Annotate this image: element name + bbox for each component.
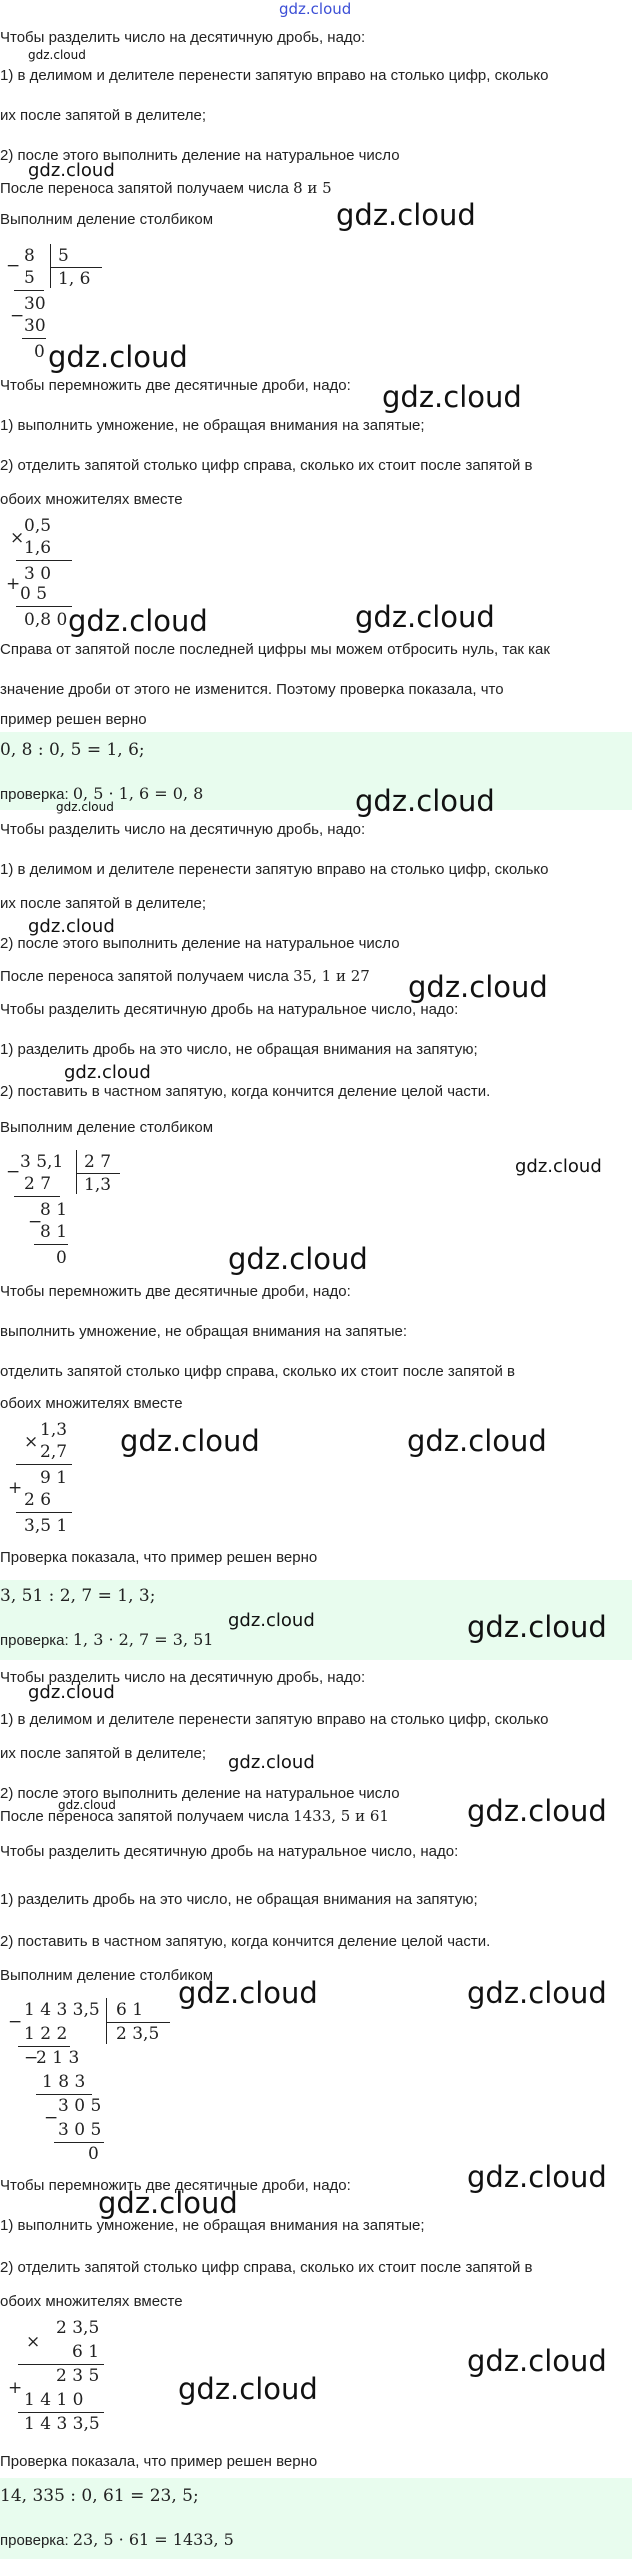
s2-check-math: 0, 5 · 1, 6 = 0, 8 — [72, 784, 204, 803]
s2-rule-2: 2) отделить запятой столько цифр справа, сколько их стоит после запятой в — [0, 457, 533, 474]
s3-division-bar — [76, 1150, 77, 1194]
s1-rule-1b: их после запятой в делителе; — [0, 107, 207, 124]
minus-sign: − — [44, 2108, 59, 2128]
s5-dividend: 1 4 3 3,5 — [24, 2000, 100, 2020]
watermark-text: gdz.cloud — [56, 800, 114, 814]
watermark-text: gdz.cloud — [355, 784, 495, 818]
s5-rem-2: 3 0 5 — [58, 2096, 102, 2116]
header-watermark: gdz.cloud — [279, 0, 352, 18]
s3-rule-line — [34, 1244, 68, 1245]
minus-sign: − — [6, 1162, 21, 1182]
watermark-text: gdz.cloud — [515, 1156, 602, 1177]
s4-rule-2b: обоих множителях вместе — [0, 1395, 183, 1412]
s1-transfer-nums: 8 и 5 — [293, 179, 332, 197]
watermark-text: gdz.cloud — [467, 2344, 607, 2378]
s2-note-1: Справа от запятой после последней цифры мы можем отбросить нуль, так как — [0, 641, 550, 658]
s4-rule-2: отделить запятой столько цифр справа, сколько их стоит после запятой в — [0, 1363, 515, 1380]
s3-frac-rule-1: 1) разделить дробь на это число, не обращая внимания на запятую; — [0, 1041, 478, 1058]
s6-factor-b: 6 1 — [72, 2342, 100, 2362]
s3-transfer-nums: 35, 1 и 27 — [293, 967, 370, 985]
plus-sign: + — [8, 1478, 23, 1498]
s1-rule-2: 2) после этого выполнить деление на натуральное число — [0, 147, 400, 164]
s3-rule-1: 1) в делимом и делителе перенести запятую вправо на столько цифр, сколько — [0, 861, 549, 878]
s5-rem-3: 0 — [88, 2144, 99, 2164]
watermark-text: gdz.cloud — [467, 1794, 607, 1828]
watermark-text: gdz.cloud — [228, 1242, 368, 1276]
s5-frac-rule-1: 1) разделить дробь на это число, не обращая внимания на запятую; — [0, 1891, 478, 1908]
minus-sign: − — [10, 306, 25, 326]
s5-intro: Чтобы разделить число на десятичную дробь, надо: — [0, 1669, 366, 1686]
s3-rule-1b: их после запятой в делителе; — [0, 895, 207, 912]
watermark-text: gdz.cloud — [98, 2186, 238, 2220]
s5-rule-line — [18, 2046, 70, 2047]
s6-rule-2b: обоих множителях вместе — [0, 2293, 183, 2310]
times-sign: × — [24, 1432, 39, 1452]
s3-transfer-text: После переноса запятой получаем числа — [0, 968, 294, 985]
s3-rem-1: 8 1 — [40, 1200, 68, 1220]
s2-factor-b: 1,6 — [24, 538, 52, 558]
s5-long-division — [0, 1996, 200, 2172]
minus-sign: − — [24, 2048, 39, 2068]
s5-sub-1: 1 2 2 — [24, 2024, 68, 2044]
s2-partial-2: 0 5 — [20, 584, 48, 604]
watermark-text: gdz.cloud — [28, 916, 115, 937]
s1-division-bar — [50, 244, 51, 288]
minus-sign: − — [6, 256, 21, 276]
s4-rule-line — [16, 1512, 72, 1513]
s2-rule-1: 1) выполнить умножение, не обращая внимания на запятые; — [0, 417, 425, 434]
s2-rule-2b: обоих множителях вместе — [0, 491, 183, 508]
s1-dividend: 8 — [24, 246, 35, 266]
watermark-text: gdz.cloud — [228, 1610, 315, 1631]
watermark-text: gdz.cloud — [48, 340, 188, 374]
s5-frac-rule: Чтобы разделить десятичную дробь на натуральное число, надо: — [0, 1843, 459, 1860]
s5-quotient: 2 3,5 — [116, 2024, 160, 2044]
watermark-text: gdz.cloud — [382, 380, 522, 414]
s1-column-note: Выполним деление столбиком — [0, 211, 214, 228]
s4-partial-2: 2 6 — [24, 1490, 52, 1510]
s1-intro: Чтобы разделить число на десятичную дробь, надо: — [0, 29, 366, 46]
s3-rule-line — [76, 1173, 120, 1174]
times-sign: × — [26, 2332, 41, 2352]
s5-column-note: Выполним деление столбиком — [0, 1967, 214, 1984]
s5-rule-1: 1) в делимом и делителе перенести запятую вправо на столько цифр, сколько — [0, 1711, 549, 1728]
s1-sub-1: 5 — [24, 268, 35, 288]
s2-rule-line — [16, 606, 72, 607]
s2-product: 0,8 0 — [24, 610, 68, 630]
plus-sign: + — [8, 2378, 23, 2398]
s2-note-3: пример решен верно — [0, 711, 147, 728]
s3-rule-line — [14, 1196, 60, 1197]
s6-rule-line — [18, 2412, 104, 2413]
minus-sign: − — [8, 2012, 23, 2032]
s4-check-math: 1, 3 · 2, 7 = 3, 51 — [72, 1630, 214, 1649]
s3-long-division — [0, 1148, 140, 1278]
s2-answer: 0, 8 : 0, 5 = 1, 6; — [0, 740, 145, 760]
s6-partial-1: 2 3 5 — [56, 2366, 100, 2386]
watermark-text: gdz.cloud — [336, 198, 476, 232]
s6-partial-2: 1 4 1 0 — [24, 2390, 84, 2410]
s6-check-note: Проверка показала, что пример решен верно — [0, 2453, 318, 2470]
s2-intro: Чтобы перемножить две десятичные дроби, надо: — [0, 377, 351, 394]
watermark-text: gdz.cloud — [28, 1682, 115, 1703]
s3-frac-rule-2: 2) поставить в частном запятую, когда кончится деление целой части. — [0, 1083, 491, 1100]
watermark-text: gdz.cloud — [120, 1424, 260, 1458]
s4-intro: Чтобы перемножить две десятичные дроби, надо: — [0, 1283, 351, 1300]
s1-divisor: 5 — [58, 246, 69, 266]
times-sign: × — [10, 528, 25, 548]
s4-answer: 3, 51 : 2, 7 = 1, 3; — [0, 1586, 156, 1606]
watermark-text: gdz.cloud — [58, 1798, 116, 1812]
s6-rule-2: 2) отделить запятой столько цифр справа, сколько их стоит после запятой в — [0, 2259, 533, 2276]
watermark-text: gdz.cloud — [28, 160, 115, 181]
s5-divisor: 6 1 — [116, 2000, 144, 2020]
s6-answer: 14, 335 : 0, 61 = 23, 5; — [0, 2486, 199, 2506]
s5-sub-2: 1 8 3 — [42, 2072, 86, 2092]
s3-intro: Чтобы разделить число на десятичную дробь, надо: — [0, 821, 366, 838]
s6-intro: Чтобы перемножить две десятичные дроби, надо: — [0, 2177, 351, 2194]
s4-check-note: Проверка показала, что пример решен верно — [0, 1549, 318, 1566]
watermark-text: gdz.cloud — [68, 604, 208, 638]
s5-rem-1: 2 1 3 — [36, 2048, 80, 2068]
watermark-text: gdz.cloud — [28, 48, 86, 62]
s4-multiplication — [0, 1416, 100, 1542]
minus-sign: − — [28, 1212, 43, 1232]
watermark-text: gdz.cloud — [355, 600, 495, 634]
s4-check — [0, 1630, 213, 1651]
s1-rem-1: 30 — [24, 294, 46, 314]
s2-note-2: значение дроби от этого не изменится. Поэтому проверка показала, что — [0, 681, 504, 698]
s1-rule-line — [22, 338, 46, 339]
s4-factor-b: 2,7 — [40, 1442, 68, 1462]
s3-frac-rule: Чтобы разделить десятичную дробь на натуральное число, надо: — [0, 1001, 459, 1018]
s2-check-label: проверка: — [0, 786, 73, 803]
s3-divisor: 2 7 — [84, 1152, 112, 1172]
s4-product: 3,5 1 — [24, 1516, 68, 1536]
s3-sub-2: 8 1 — [40, 1222, 68, 1242]
s1-rule-1: 1) в делимом и делителе перенести запятую вправо на столько цифр, сколько — [0, 67, 549, 84]
s3-rule-2: 2) после этого выполнить деление на натуральное число — [0, 935, 400, 952]
s3-dividend: 3 5,1 — [20, 1152, 64, 1172]
s4-rule-line — [16, 1464, 72, 1465]
s4-check-label: проверка: — [0, 1632, 73, 1649]
s5-division-bar — [106, 1998, 107, 2044]
s4-factor-a: 1,3 — [40, 1420, 68, 1440]
s4-partial-1: 9 1 — [40, 1468, 68, 1488]
s5-rule-line — [36, 2094, 92, 2095]
watermark-text: gdz.cloud — [178, 1976, 318, 2010]
s2-partial-1: 3 0 — [24, 564, 52, 584]
s3-transfer — [0, 966, 370, 987]
watermark-text: gdz.cloud — [467, 2160, 607, 2194]
s6-multiplication — [0, 2314, 130, 2460]
s6-rule-line — [18, 2364, 104, 2365]
s6-factor-a: 2 3,5 — [56, 2318, 100, 2338]
s1-sub-2: 30 — [24, 316, 46, 336]
watermark-text: gdz.cloud — [178, 2372, 318, 2406]
s5-rule-line — [54, 2142, 104, 2143]
s5-transfer-nums: 1433, 5 и 61 — [293, 1807, 389, 1825]
watermark-text: gdz.cloud — [467, 1976, 607, 2010]
s5-rule-2: 2) после этого выполнить деление на натуральное число — [0, 1785, 400, 1802]
s6-check — [0, 2530, 234, 2551]
s6-check-label: проверка: — [0, 2532, 73, 2549]
s6-check-math: 23, 5 · 61 = 1433, 5 — [72, 2530, 234, 2549]
s3-quotient: 1,3 — [84, 1175, 112, 1195]
watermark-text: gdz.cloud — [408, 970, 548, 1004]
s5-rule-line — [106, 2022, 170, 2023]
s3-sub-1: 2 7 — [24, 1174, 52, 1194]
s5-rule-1b: их после запятой в делителе; — [0, 1745, 207, 1762]
s4-rule-1: выполнить умножение, не обращая внимания на запятые: — [0, 1323, 408, 1340]
s1-rem-2: 0 — [34, 342, 45, 362]
s5-frac-rule-2: 2) поставить в частном запятую, когда кончится деление целой части. — [0, 1933, 491, 1950]
s5-sub-3: 3 0 5 — [58, 2120, 102, 2140]
s1-transfer — [0, 178, 332, 199]
watermark-text: gdz.cloud — [467, 1610, 607, 1644]
watermark-text: gdz.cloud — [228, 1752, 315, 1773]
s1-rule-line — [50, 267, 102, 268]
watermark-text: gdz.cloud — [64, 1062, 151, 1083]
s2-rule-line — [16, 560, 72, 561]
s5-transfer-text: После переноса запятой получаем числа — [0, 1808, 294, 1825]
s1-quotient: 1, 6 — [58, 269, 91, 289]
watermark-text: gdz.cloud — [407, 1424, 547, 1458]
s1-transfer-text: После переноса запятой получаем числа — [0, 180, 294, 197]
s2-factor-a: 0,5 — [24, 516, 52, 536]
plus-sign: + — [6, 574, 21, 594]
s3-rem-2: 0 — [56, 1248, 67, 1268]
s6-rule-1: 1) выполнить умножение, не обращая внимания на запятые; — [0, 2217, 425, 2234]
s6-product: 1 4 3 3,5 — [24, 2414, 100, 2434]
s1-rule-line — [14, 290, 44, 291]
s3-column-note: Выполним деление столбиком — [0, 1119, 214, 1136]
